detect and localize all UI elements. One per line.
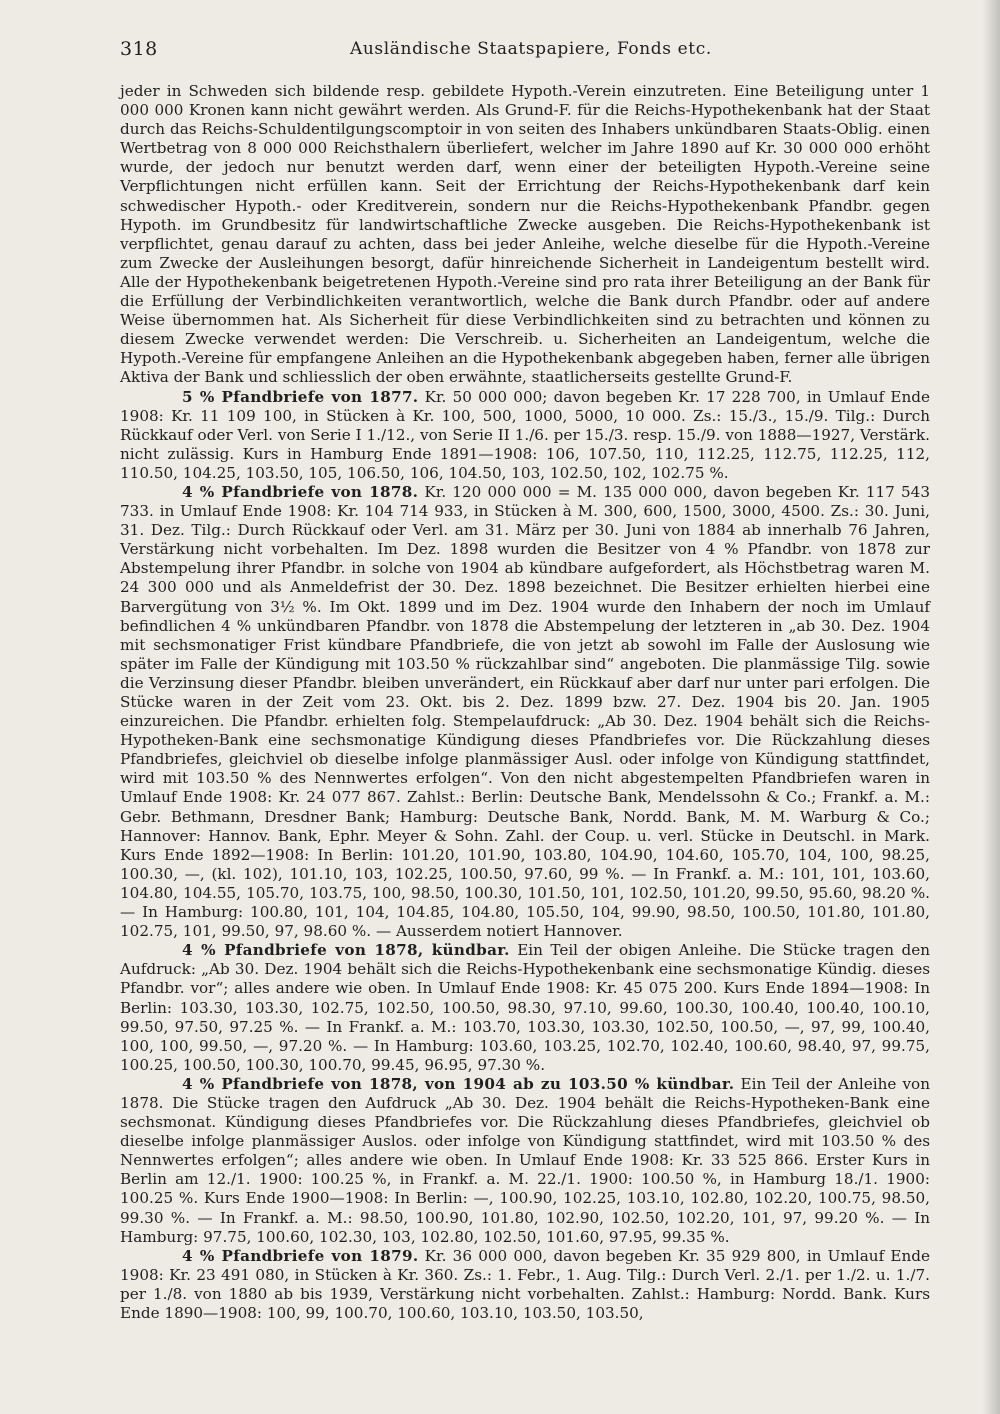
entry-heading: 4 % Pfandbriefe von 1878, kündbar. (182, 941, 510, 960)
entry-pfandbriefe-1878-kuendbar (120, 941, 930, 1075)
running-title: Ausländische Staatspapiere, Fonds etc. (350, 39, 712, 59)
page-number: 318 (120, 38, 158, 60)
entry-pfandbriefe-1879 (120, 1247, 930, 1323)
entry-pfandbriefe-1878 (120, 483, 930, 941)
entry-heading: 4 % Pfandbriefe von 1878, von 1904 ab zu 103.50 % kündbar. (182, 1074, 735, 1093)
page-header (120, 38, 930, 62)
entry-text: Kr. 36 000 000, davon begeben Kr. 35 929 800, in Umlauf Ende 1908: Kr. 23 491 080, in Stücken à Kr. 360. Zs.: 1. Febr., 1. Aug. Tilg.: Durch Verl. 2./1. per 1./2. u. 1./7. per 1./8. von 1880 ab bis 1939, Verstärkung nicht vorbehalten. Zahlst.: Hamburg: Nordd. Bank. Kurs Ende 1890—1908: 100, 99, 100.70, 100.60, 103.10, 103.50, 103.50, (120, 1246, 930, 1322)
body-text (120, 82, 930, 1323)
page-edge-shadow (982, 0, 1000, 1414)
entry-text: Kr. 50 000 000; davon begeben Kr. 17 228 700, in Umlauf Ende 1908: Kr. 11 109 100, in Stücken à Kr. 100, 500, 1000, 5000, 10 000. Zs.: 15./3., 15./9. Tilg.: Durch Rückkauf oder Verl. von Serie I 1./12., von Serie II 1./6. per 15./3. resp. 15./9. von 1888—1927, Verstärk. nicht zulässig. Kurs in Hamburg Ende 1891—1908: 106, 107.50, 110, 112.25, 112.75, 112.25, 112, 110.50, 104.25, 103.50, 105, 106.50, 106, 104.50, 103, 102.50, 102, 102.75 %. (120, 387, 930, 482)
entry-heading: 5 % Pfandbriefe von 1877. (182, 387, 419, 406)
entry-text: Ein Teil der Anleihe von 1878. Die Stücke tragen den Aufdruck „Ab 30. Dez. 1904 behält die Reichs-Hypotheken-Bank eine sechsmonat. Kündigung dieses Pfandbriefes vor. Die Rückzahlung dieses Pfandbriefes, gleichviel ob dieselbe infolge planmässiger Auslos. oder infolge von Kündigung stattfindet, wird mit 103.50 % des Nennwertes erfolgen“; alles andere wie oben. In Umlauf Ende 1908: Kr. 33 525 866. Erster Kurs in Berlin am 12./1. 1900: 100.25 %, in Frankf. a. M. 22./1. 1900: 100.50 %, in Hamburg 18./1. 1900: 100.25 %. Kurs Ende 1900—1908: In Berlin: —, 100.90, 102.25, 103.10, 102.80, 102.20, 100.75, 98.50, 99.30 %. — In Frankf. a. M.: 98.50, 100.90, 101.80, 102.90, 102.50, 102.20, 101, 97, 99.20 %. — In Hamburg: 97.75, 100.60, 102.30, 103, 102.80, 102.50, 101.60, 97.95, 99.35 %. (120, 1074, 930, 1246)
entry-heading: 4 % Pfandbriefe von 1878. (182, 482, 419, 501)
entry-heading: 4 % Pfandbriefe von 1879. (182, 1246, 419, 1265)
paragraph-text: jeder in Schweden sich bildende resp. gebildete Hypoth.-Verein einzutreten. Eine Beteiligung unter 1 000 000 Kronen kann nicht gewährt werden. Als Grund-F. für die Reichs-Hypothekenbank hat der Staat durch das Reichs-Schuldentilgungscomptoir in von seiten des Inhabers unkündbaren Staats-Oblig. einen Wertbetrag von 8 000 000 Reichsthalern überliefert, welcher im Jahre 1890 auf Kr. 30 000 000 erhöht wurde, der jedoch nur benutzt werden darf, wenn einer der beteiligten Hypoth.-Vereine seine Verpflichtungen nicht erfüllen kann. Seit der Errichtung der Reichs-Hypothekenbank darf kein schwedischer Hypoth.- oder Kreditverein, sondern nur die Reichs-Hypothekenbank Pfandbr. gegen Hypoth. im Grundbesitz für landwirtschaftliche Zwecke ausgeben. Die Reichs-Hypothekenbank ist verpflichtet, genau darauf zu achten, dass bei jeder Anleihe, welche dieselbe für die Hypoth.-Vereine zum Zwecke der Ausleihungen besorgt, dafür hinreichende Sicherheit in Landeigentum bestellt wird. Alle der Hypothekenbank beigetretenen Hypoth.-Vereine sind pro rata ihrer Beteiligung an der Bank für die Erfüllung der Verbindlichkeiten verantwortlich, welche die Bank durch Pfandbr. oder auf andere Weise übernommen hat. Als Sicherheit für diese Verbindlichkeiten sind zu betrachten und können zu diesem Zwecke verwendet werden: Die Verschreib. u. Sicherheiten an Landeigentum, welche die Hypoth.-Vereine für empfangene Anleihen an die Hypothekenbank abgegeben haben, ferner alle übrigen Aktiva der Bank und schliesslich der oben erwähnte, staatlicherseits gestellte Grund-F. (120, 82, 930, 387)
entry-pfandbriefe-1878-ab-1904 (120, 1075, 930, 1247)
entry-text: Ein Teil der obigen Anleihe. Die Stücke tragen den Aufdruck: „Ab 30. Dez. 1904 behält sich die Reichs-Hypothekenbank eine sechsmonatige Kündig. dieses Pfandbr. vor“; alles andere wie oben. In Umlauf Ende 1908: Kr. 45 075 200. Kurs Ende 1894—1908: In Berlin: 103.30, 103.30, 102.75, 102.50, 100.50, 98.30, 97.10, 99.60, 100.30, 100.40, 100.40, 100.10, 99.50, 97.50, 97.25 %. — In Frankf. a. M.: 103.70, 103.30, 103.30, 102.50, 100.50, —, 97, 99, 100.40, 100, 100, 99.50, —, 97.20 %. — In Hamburg: 103.60, 103.25, 102.70, 102.40, 100.60, 98.40, 97, 99.75, 100.25, 100.50, 100.30, 100.70, 99.45, 96.95, 97.30 %. (120, 941, 931, 1074)
entry-pfandbriefe-1877 (120, 388, 930, 483)
entry-text: Kr. 120 000 000 = M. 135 000 000, davon begeben Kr. 117 543 733. in Umlauf Ende 1908: Kr. 104 714 933, in Stücken à M. 300, 600, 1500, 3000, 4500. Zs.: 30. Juni, 31. Dez. Tilg.: Durch Rückkauf oder Verl. am 31. März per 30. Juni von 1884 ab innerhalb 76 Jahren, Verstärkung nicht vorbehalten. Im Dez. 1898 wurden die Besitzer von 4 % Pfandbr. von 1878 zur Abstempelung ihrer Pfandbr. in solche von 1904 ab kündbare aufgefordert, als Höchstbetrag waren M. 24 300 000 und als Anmeldefrist der 30. Dez. 1898 bezeichnet. Die Besitzer erhielten hierbei eine Barvergütung von 3½ %. Im Okt. 1899 und im Dez. 1904 wurde den Inhabern der noch im Umlauf befindlichen 4 % unkündbaren Pfandbr. von 1878 die Abstempelung der letzteren in „ab 30. Dez. 1904 mit sechsmonatiger Frist kündbare Pfandbriefe, die von jetzt ab sowohl im Falle der Auslosung wie später im Falle der Kündigung mit 103.50 % rückzahlbar sind“ angeboten. Die planmässige Tilg. sowie die Verzinsung dieser Pfandbr. bleiben unverändert, ein Rückkauf aber darf nur unter pari erfolgen. Die Stücke waren in der Zeit vom 23. Okt. bis 2. Dez. 1899 bzw. 27. Dez. 1904 bis 20. Jan. 1905 einzureichen. Die Pfandbr. erhielten folg. Stempelaufdruck: „Ab 30. Dez. 1904 behält sich die Reichs-Hypotheken-Bank eine sechsmonatige Kündigung dieses Pfandbriefes vor. Die Rückzahlung dieses Pfandbriefes, gleichviel ob dieselbe infolge planmässiger Ausl. oder infolge von Kündigung stattfindet, wird mit 103.50 % des Nennwertes erfolgen“. Von den nicht abgestempelten Pfandbriefen waren in Umlauf Ende 1908: Kr. 24 077 867. Zahlst.: Berlin: Deutsche Bank, Mendelssohn & Co.; Frankf. a. M.: Gebr. Bethmann, Dresdner Bank; Hamburg: Deutsche Bank, Nordd. Bank, M. M. Warburg & Co.; Hannover: Hannov. Bank, Ephr. Meyer & Sohn. Zahl. der Coup. u. verl. Stücke in Deutschl. in Mark. Kurs Ende 1892—1908: In Berlin: 101.20, 101.90, 103.80, 104.90, 104.60, 105.70, 104, 100, 98.25, 100.30, —, (kl. 102), 101.10, 103, 102.25, 100.50, 97.60, 99 %. — In Frankf. a. M.: 101, 101, 103.60, 104.80, 104.55, 105.70, 103.75, 100, 98.50, 100.30, 101.50, 101, 102.50, 101.20, 99.50, 95.60, 98.20 %. — In Hamburg: 100.80, 101, 104, 104.85, 104.80, 105.50, 104, 99.90, 98.50, 100.50, 101.80, 101.80, 102.75, 101, 99.50, 97, 98.60 %. — Ausserdem notiert Hannover. (120, 482, 930, 941)
paragraph-continuation (120, 82, 930, 388)
